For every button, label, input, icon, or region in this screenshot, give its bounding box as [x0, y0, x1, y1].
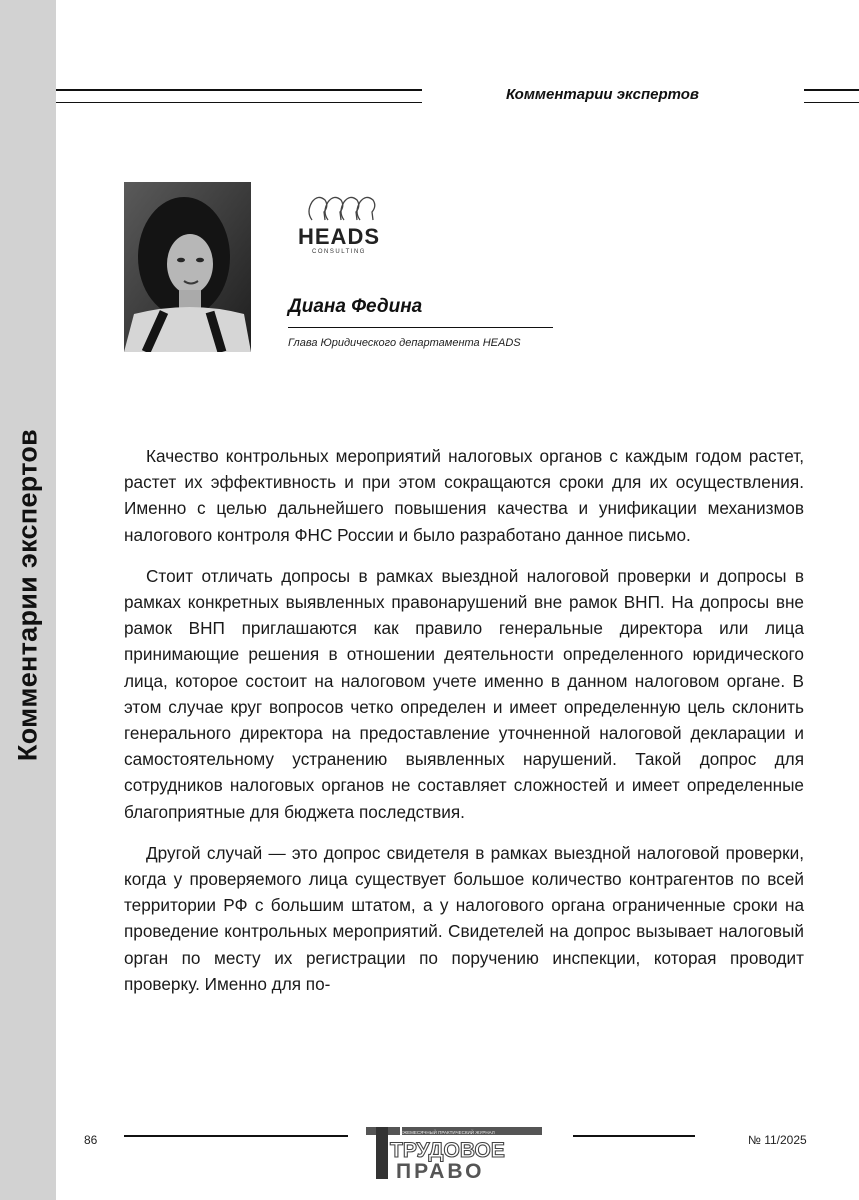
article-paragraph-1: Качество контрольных мероприятий налоговых органов с каждым годом растет, растет их эффективность и при этом сокращаются сроки для их осуществления. Именно с целью дальнейшего повышения качества и унификации механизмов налогового контроля ФНС России и было разработано данное письмо. — [124, 446, 804, 545]
side-section-label: Комментарии экспертов — [12, 428, 43, 762]
header-rule-left-top — [56, 89, 422, 91]
journal-logo-bottom: ПРАВО — [396, 1160, 485, 1181]
author-position: Глава Юридического департамента HEADS — [288, 337, 521, 349]
journal-logo-top: ТРУДОВОЕ — [390, 1139, 505, 1162]
article-body — [124, 443, 804, 1012]
article-paragraph-2: Стоит отличать допросы в рамках выездной налоговой проверки и допросы в рамках конкретных выявленных правонарушений вне рамок ВНП. На допросы вне рамок ВНП приглашаются как правило генеральные директора или лица принимающие решения в отношении деятельности определенного юридического лица, которое состоит на налоговом учете именно в данном налоговом органе. В этом случае круг вопросов четко определен и имеет определенную цель склонить генерального директора на предоставление уточненной налоговой декларации и самостоятельному устранению выявленных нарушений. Такой допрос для сотрудников налоговых органов не составляет сложностей и имеет определенные благоприятные для бюджета последствия. — [124, 565, 804, 822]
journal-logo-tagline: ЕЖЕМЕСЯЧНЫЙ ПРАКТИЧЕСКИЙ ЖУРНАЛ — [400, 1130, 495, 1135]
side-strip — [0, 0, 56, 1200]
heads-logo-subtext: CONSULTING — [312, 249, 366, 255]
header-rule-right-top — [804, 89, 859, 91]
heads-logo-mark — [298, 190, 380, 224]
header-rule-left-bottom — [56, 102, 422, 103]
author-photo — [124, 182, 251, 352]
footer-rule-left — [124, 1135, 348, 1137]
article-paragraph-3: Другой случай — это допрос свидетеля в рамках выездной налоговой проверки, когда у проверяемого лица существует большое количество контрагентов по всей территории РФ с большим штатом, а у налогового органа ограниченные сроки на проведение контрольных мероприятий. Свидетелей на допрос вызывает налоговый орган по месту их регистрации по поручению инспекции, которая проводит проверку. Именно для по- — [124, 842, 804, 994]
author-name: Диана Федина — [288, 296, 423, 317]
footer-rule-right — [573, 1135, 695, 1137]
page-number: 86 — [84, 1133, 98, 1147]
heads-logo-text: HEADS — [298, 224, 381, 249]
issue-number: № 11/2025 — [748, 1133, 807, 1147]
author-divider — [288, 327, 553, 328]
heads-logo — [298, 190, 380, 258]
journal-logo — [362, 1123, 542, 1181]
header-rule-right-bottom — [804, 102, 859, 103]
header-section-title: Комментарии экспертов — [506, 86, 699, 103]
